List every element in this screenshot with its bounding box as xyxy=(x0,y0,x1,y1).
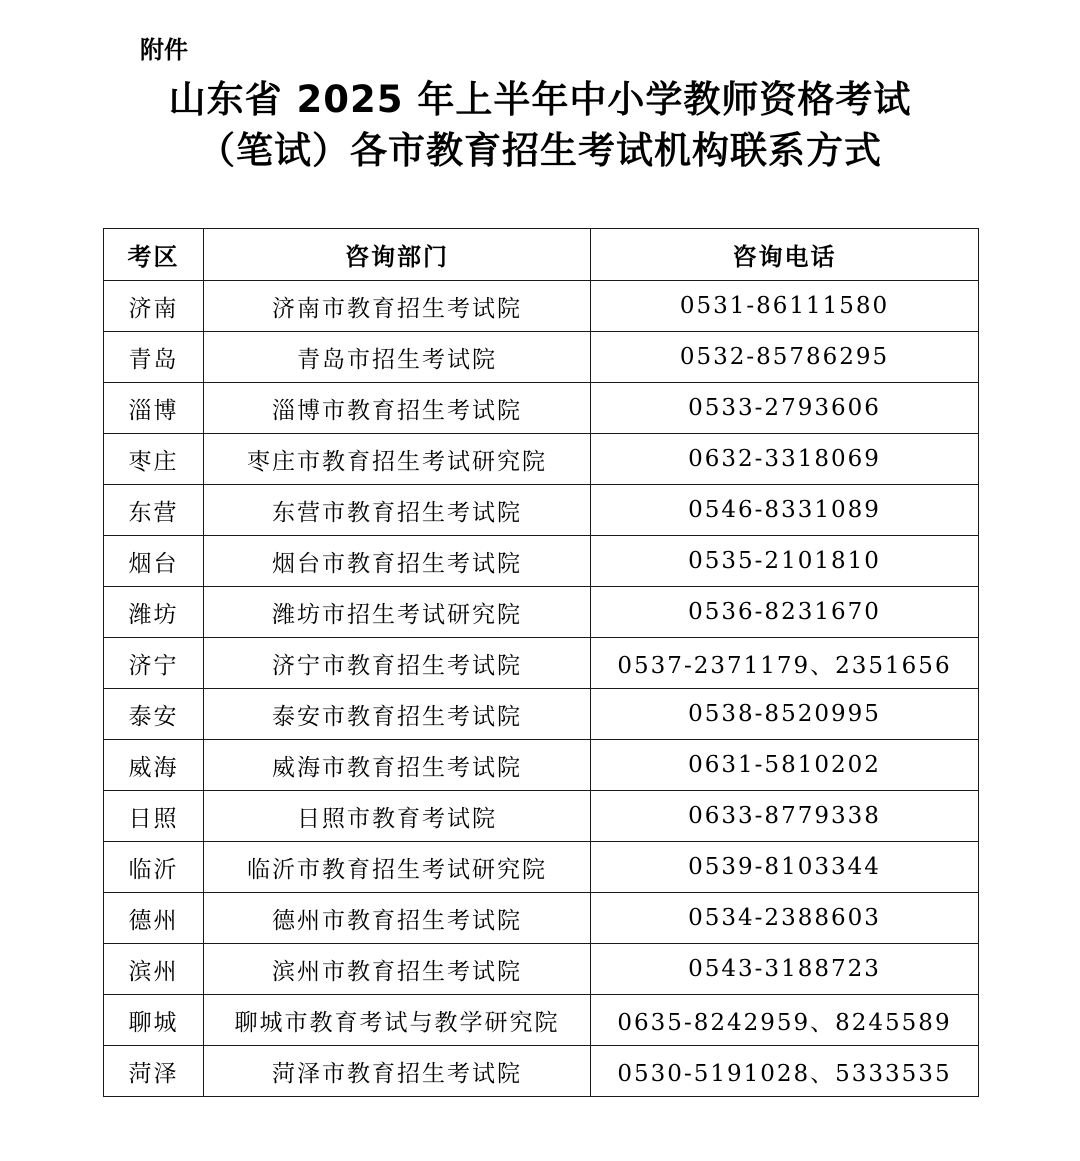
phone-cell: 0535-2101810 xyxy=(591,536,979,587)
table-row xyxy=(104,281,979,332)
area-cell: 枣庄 xyxy=(104,434,204,485)
table-row xyxy=(104,842,979,893)
table-row xyxy=(104,383,979,434)
table-row xyxy=(104,638,979,689)
area-cell: 淄博 xyxy=(104,383,204,434)
phone-cell: 0543-3188723 xyxy=(591,944,979,995)
department-cell: 聊城市教育考试与教学研究院 xyxy=(204,995,591,1046)
table-row xyxy=(104,689,979,740)
table-row xyxy=(104,944,979,995)
area-cell: 威海 xyxy=(104,740,204,791)
area-cell: 德州 xyxy=(104,893,204,944)
phone-cell: 0532-85786295 xyxy=(591,332,979,383)
department-cell: 泰安市教育招生考试院 xyxy=(204,689,591,740)
area-cell: 聊城 xyxy=(104,995,204,1046)
area-cell: 济南 xyxy=(104,281,204,332)
department-cell: 德州市教育招生考试院 xyxy=(204,893,591,944)
phone-cell: 0534-2388603 xyxy=(591,893,979,944)
department-cell: 济南市教育招生考试院 xyxy=(204,281,591,332)
area-cell: 烟台 xyxy=(104,536,204,587)
table-row xyxy=(104,791,979,842)
header-phone: 咨询电话 xyxy=(591,229,979,281)
table-row xyxy=(104,893,979,944)
department-cell: 临沂市教育招生考试研究院 xyxy=(204,842,591,893)
table-row xyxy=(104,587,979,638)
department-cell: 滨州市教育招生考试院 xyxy=(204,944,591,995)
contacts-table xyxy=(103,228,979,1097)
table-row xyxy=(104,536,979,587)
header-area: 考区 xyxy=(104,229,204,281)
department-cell: 烟台市教育招生考试院 xyxy=(204,536,591,587)
phone-cell: 0537-2371179、2351656 xyxy=(591,638,979,689)
table-row xyxy=(104,740,979,791)
area-cell: 潍坊 xyxy=(104,587,204,638)
department-cell: 东营市教育招生考试院 xyxy=(204,485,591,536)
phone-cell: 0633-8779338 xyxy=(591,791,979,842)
area-cell: 菏泽 xyxy=(104,1046,204,1097)
phone-cell: 0632-3318069 xyxy=(591,434,979,485)
table-row xyxy=(104,995,979,1046)
page-title-line-2: （笔试）各市教育招生考试机构联系方式 xyxy=(198,129,882,172)
department-cell: 威海市教育招生考试院 xyxy=(204,740,591,791)
area-cell: 泰安 xyxy=(104,689,204,740)
page-title-line-1: 山东省 2025 年上半年中小学教师资格考试 xyxy=(168,78,912,121)
header-department: 咨询部门 xyxy=(204,229,591,281)
phone-cell: 0530-5191028、5333535 xyxy=(591,1046,979,1097)
phone-cell: 0536-8231670 xyxy=(591,587,979,638)
area-cell: 滨州 xyxy=(104,944,204,995)
phone-cell: 0531-86111580 xyxy=(591,281,979,332)
phone-cell: 0631-5810202 xyxy=(591,740,979,791)
table-row xyxy=(104,485,979,536)
department-cell: 淄博市教育招生考试院 xyxy=(204,383,591,434)
phone-cell: 0546-8331089 xyxy=(591,485,979,536)
department-cell: 济宁市教育招生考试院 xyxy=(204,638,591,689)
area-cell: 东营 xyxy=(104,485,204,536)
department-cell: 菏泽市教育招生考试院 xyxy=(204,1046,591,1097)
area-cell: 临沂 xyxy=(104,842,204,893)
department-cell: 青岛市招生考试院 xyxy=(204,332,591,383)
area-cell: 济宁 xyxy=(104,638,204,689)
phone-cell: 0635-8242959、8245589 xyxy=(591,995,979,1046)
department-cell: 枣庄市教育招生考试研究院 xyxy=(204,434,591,485)
table-header-row xyxy=(104,229,979,281)
area-cell: 青岛 xyxy=(104,332,204,383)
attachment-label: 附件 xyxy=(140,36,188,64)
phone-cell: 0539-8103344 xyxy=(591,842,979,893)
department-cell: 潍坊市招生考试研究院 xyxy=(204,587,591,638)
table-row xyxy=(104,332,979,383)
phone-cell: 0538-8520995 xyxy=(591,689,979,740)
table-row xyxy=(104,434,979,485)
phone-cell: 0533-2793606 xyxy=(591,383,979,434)
department-cell: 日照市教育考试院 xyxy=(204,791,591,842)
area-cell: 日照 xyxy=(104,791,204,842)
table-row xyxy=(104,1046,979,1097)
